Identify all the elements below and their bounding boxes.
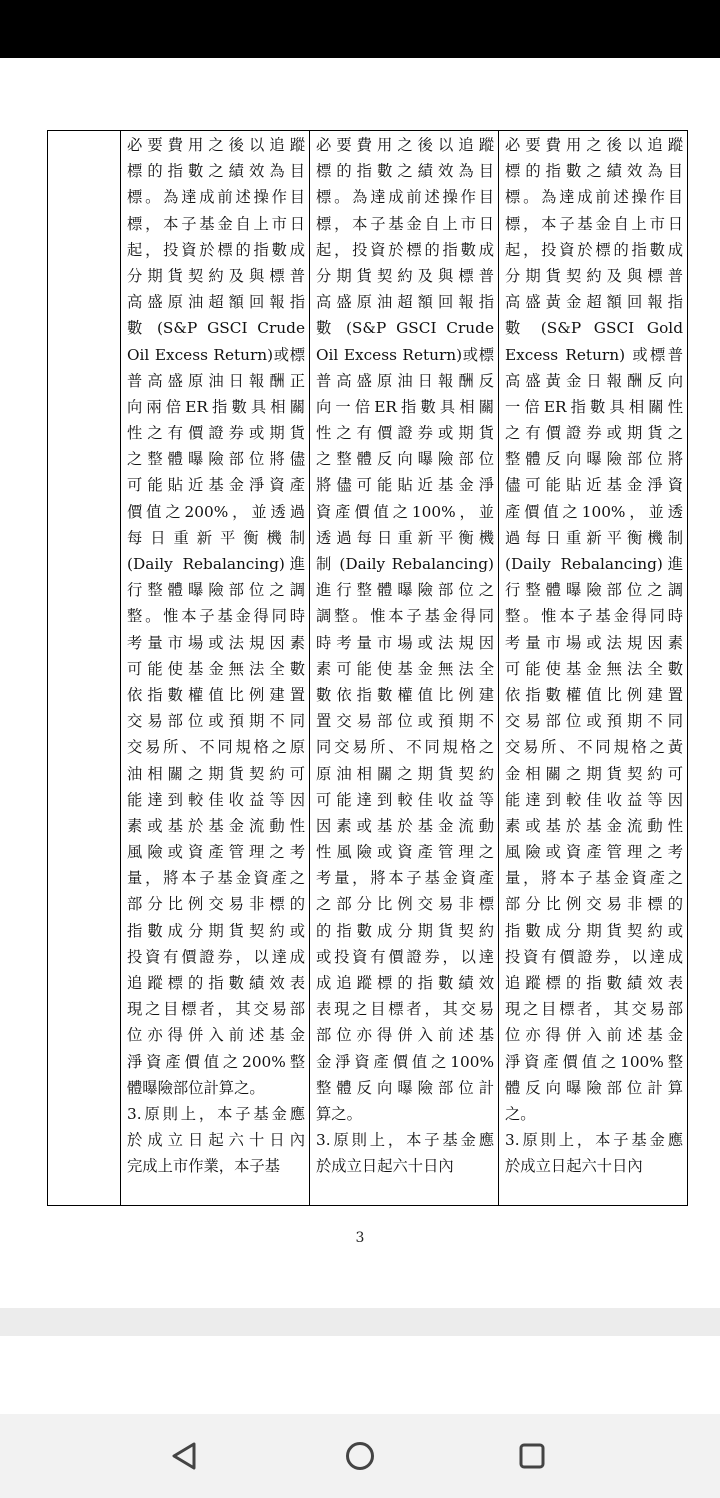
text-line: 分期貨契約及與標普 (127, 266, 305, 285)
text-line: 金相關之期貨契約可 (505, 764, 683, 783)
text-line: 3.原則上，本子基金應 (505, 1131, 683, 1150)
text-line: 量，將本子基金資產之 (127, 869, 305, 888)
text-line: 指數成分期貨契約或 (127, 921, 305, 940)
text-line: Oil Excess Return)或標 (127, 345, 305, 364)
square-recents-icon (510, 1434, 554, 1478)
text-line: 3.原則上，本子基金應 (127, 1104, 305, 1123)
text-line: 起，投資於標的指數成 (505, 240, 683, 259)
text-line: 數 (S&P GSCI Gold (505, 319, 683, 338)
text-line: 將儘可能貼近基金淨 (316, 476, 494, 495)
text-line: 性之有價證券或期貨 (127, 424, 305, 443)
circle-home-icon (338, 1434, 382, 1478)
text-line: 能達到較佳收益等因 (127, 790, 305, 809)
text-line: 必要費用之後以追蹤 (127, 136, 305, 154)
text-line: 整體反向曝險部位計 (316, 1078, 494, 1097)
text-line: 成追蹤標的指數績效 (316, 974, 494, 992)
text-line: 指數成分期貨契約或 (505, 921, 683, 940)
text-line: 高盛原油超額回報指 (127, 293, 305, 312)
text-line: 制 (Daily Rebalancing) (316, 555, 494, 573)
text-line: 於成立日起六十日內 (127, 1131, 305, 1150)
text-line: 現之目標者，其交易部 (505, 1000, 683, 1019)
text-line: 數依指數權值比例建 (316, 685, 494, 704)
text-line: 現之目標者，其交易部 (127, 1000, 305, 1019)
table-column-1 (121, 131, 310, 1205)
text-line: 性之有價證券或期貨 (316, 424, 494, 443)
text-line: 可能使基金無法全數 (505, 659, 683, 678)
text-line: 必要費用之後以追蹤 (316, 136, 494, 154)
text-line: 普高盛原油日報酬反 (316, 371, 494, 390)
text-line: 能達到較佳收益等因 (505, 790, 683, 809)
text-line: 行整體曝險部位之調 (127, 581, 305, 600)
text-line: 於成立日起六十日內 (505, 1157, 643, 1176)
text-line: 分期貨契約及與標普 (505, 266, 683, 285)
column-3-text (499, 131, 687, 1180)
text-line: 之部分比例交易非標 (316, 895, 494, 914)
text-line: 或投資有價證券，以達 (316, 947, 494, 966)
text-line: 標的指數之績效為目 (127, 162, 305, 181)
text-line: 交易部位或預期不同 (505, 712, 683, 731)
text-line: 產價值之100%，並透 (505, 502, 683, 521)
table-column-2 (310, 131, 499, 1205)
text-line: 依指數權值比例建置 (127, 685, 305, 704)
column-2-text (310, 131, 498, 1180)
text-line: 向兩倍ER指數具相關 (127, 397, 305, 416)
text-line: (Daily Rebalancing)進 (505, 555, 683, 573)
text-line: 位亦得併入前述基金 (505, 1026, 683, 1045)
text-line: 可能貼近基金淨資產 (127, 476, 305, 495)
text-line: 部分比例交易非標的 (127, 895, 305, 914)
text-line: 高盛黃金日報酬反向 (505, 371, 683, 390)
text-line: Oil Excess Return)或標 (316, 345, 494, 364)
triangle-back-icon (162, 1434, 206, 1478)
text-line: 數 (S&P GSCI Crude (316, 319, 494, 338)
text-line: 素可能使基金無法全 (316, 659, 494, 678)
text-line: 必要費用之後以追蹤 (505, 136, 683, 154)
text-line: 追蹤標的指數績效表 (505, 974, 683, 992)
text-line: 依指數權值比例建置 (505, 685, 683, 704)
text-line: 標，本子基金自上市日 (127, 214, 305, 233)
home-button[interactable] (338, 1434, 382, 1478)
text-line: 行整體曝險部位之調 (505, 581, 683, 600)
text-line: 整體反向曝險部位將 (505, 450, 683, 469)
text-line: 過每日重新平衡機制 (505, 528, 683, 547)
text-line: 金淨資產價值之100% (316, 1052, 494, 1071)
table-label-column (48, 131, 121, 1205)
text-line: 素或基於基金流動性 (505, 816, 683, 835)
text-line: 價值之200%，並透過 (127, 502, 305, 521)
text-line: 表現之目標者，其交易 (316, 1000, 494, 1019)
page-number: 3 (355, 1230, 365, 1246)
text-line: 投資有價證券，以達成 (127, 947, 305, 966)
text-line: 調整。惟本子基金得同 (316, 607, 494, 626)
text-line: 部位亦得併入前述基 (316, 1026, 494, 1045)
text-line: 之。 (505, 1104, 536, 1123)
text-line: 分期貨契約及與標普 (316, 266, 494, 285)
text-line: 儘可能貼近基金淨資 (505, 476, 683, 495)
text-line: 3.原則上，本子基金應 (316, 1131, 494, 1150)
text-line: 考量，將本子基金資產 (316, 869, 494, 888)
text-line: 整。惟本子基金得同時 (127, 607, 305, 626)
text-line: 交易所、不同規格之黃 (505, 738, 683, 757)
text-line: 同交易所、不同規格之 (316, 738, 494, 757)
status-bar (0, 0, 720, 58)
text-line: 考量市場或法規因素 (505, 633, 683, 652)
table-column-3 (499, 131, 687, 1205)
text-line: 起，投資於標的指數成 (127, 240, 305, 259)
text-line: 素或基於基金流動性 (127, 816, 305, 835)
text-line: 標。為達成前述操作目 (505, 188, 683, 207)
text-line: 高盛黃金超額回報指 (505, 293, 683, 312)
text-line: 體曝險部位計算之。 (127, 1078, 265, 1097)
comparison-table (47, 130, 688, 1206)
column-1-text (121, 131, 309, 1180)
recents-button[interactable] (510, 1434, 554, 1478)
text-line: 淨資產價值之200%整 (127, 1052, 305, 1071)
text-line: 交易所、不同規格之原 (127, 738, 305, 757)
navigation-bar (0, 1414, 720, 1498)
text-line: 標的指數之績效為目 (316, 162, 494, 181)
viewer-background (0, 1336, 720, 1414)
text-line: 於成立日起六十日內 (316, 1157, 454, 1176)
text-line: 數 (S&P GSCI Crude (127, 319, 305, 338)
text-line: 油相關之期貨契約可 (127, 764, 305, 783)
text-line: 之有價證券或期貨之 (505, 424, 683, 443)
text-line: (Daily Rebalancing)進 (127, 555, 305, 573)
text-line: 向一倍ER指數具相關 (316, 397, 494, 416)
text-line: 完成上市作業，本子基 (127, 1157, 280, 1176)
text-line: 可能使基金無法全數 (127, 659, 305, 678)
text-line: 位亦得併入前述基金 (127, 1026, 305, 1045)
text-line: 進行整體曝險部位之 (316, 581, 494, 600)
text-line: 起，投資於標的指數成 (316, 240, 494, 259)
text-line: 淨資產價值之100%整 (505, 1052, 683, 1071)
text-line: 標，本子基金自上市日 (316, 214, 494, 233)
text-line: 風險或資產管理之考 (505, 843, 683, 862)
text-line: 考量市場或法規因素 (127, 633, 305, 652)
text-line: 追蹤標的指數績效表 (127, 974, 305, 992)
text-line: 交易部位或預期不同 (127, 712, 305, 731)
text-line: 標。為達成前述操作目 (127, 188, 305, 207)
text-line: 投資有價證券，以達成 (505, 947, 683, 966)
text-line: 標的指數之績效為目 (505, 162, 683, 181)
text-line: 置交易部位或預期不 (316, 712, 494, 731)
text-line: 每日重新平衡機制 (127, 528, 305, 547)
text-line: Excess Return) 或標普 (505, 345, 683, 364)
text-line: 普高盛原油日報酬正 (127, 371, 305, 390)
text-line: 部分比例交易非標的 (505, 895, 683, 914)
text-line: 算之。 (316, 1104, 362, 1123)
text-line: 之整體反向曝險部位 (316, 450, 494, 469)
text-line: 體反向曝險部位計算 (505, 1078, 683, 1097)
text-line: 標，本子基金自上市日 (505, 214, 683, 233)
text-line: 標。為達成前述操作目 (316, 188, 494, 207)
text-line: 資產價值之100%，並 (316, 502, 494, 521)
text-line: 透過每日重新平衡機 (316, 528, 494, 547)
text-line: 原油相關之期貨契約 (316, 764, 494, 783)
text-line: 一倍ER指數具相關性 (505, 397, 683, 416)
text-line: 整。惟本子基金得同時 (505, 607, 683, 626)
text-line: 時考量市場或法規因 (316, 633, 494, 652)
text-line: 的指數成分期貨契約 (316, 921, 494, 940)
text-line: 高盛原油超額回報指 (316, 293, 494, 312)
back-button[interactable] (162, 1434, 206, 1478)
text-line: 量，將本子基金資產之 (505, 869, 683, 888)
text-line: 之整體曝險部位將儘 (127, 450, 305, 469)
text-line: 性風險或資產管理之 (316, 843, 494, 862)
document-page[interactable] (0, 58, 720, 1308)
page-gap (0, 1308, 720, 1336)
text-line: 可能達到較佳收益等 (316, 790, 494, 809)
text-line: 風險或資產管理之考 (127, 843, 305, 862)
text-line: 因素或基於基金流動 (316, 816, 494, 835)
